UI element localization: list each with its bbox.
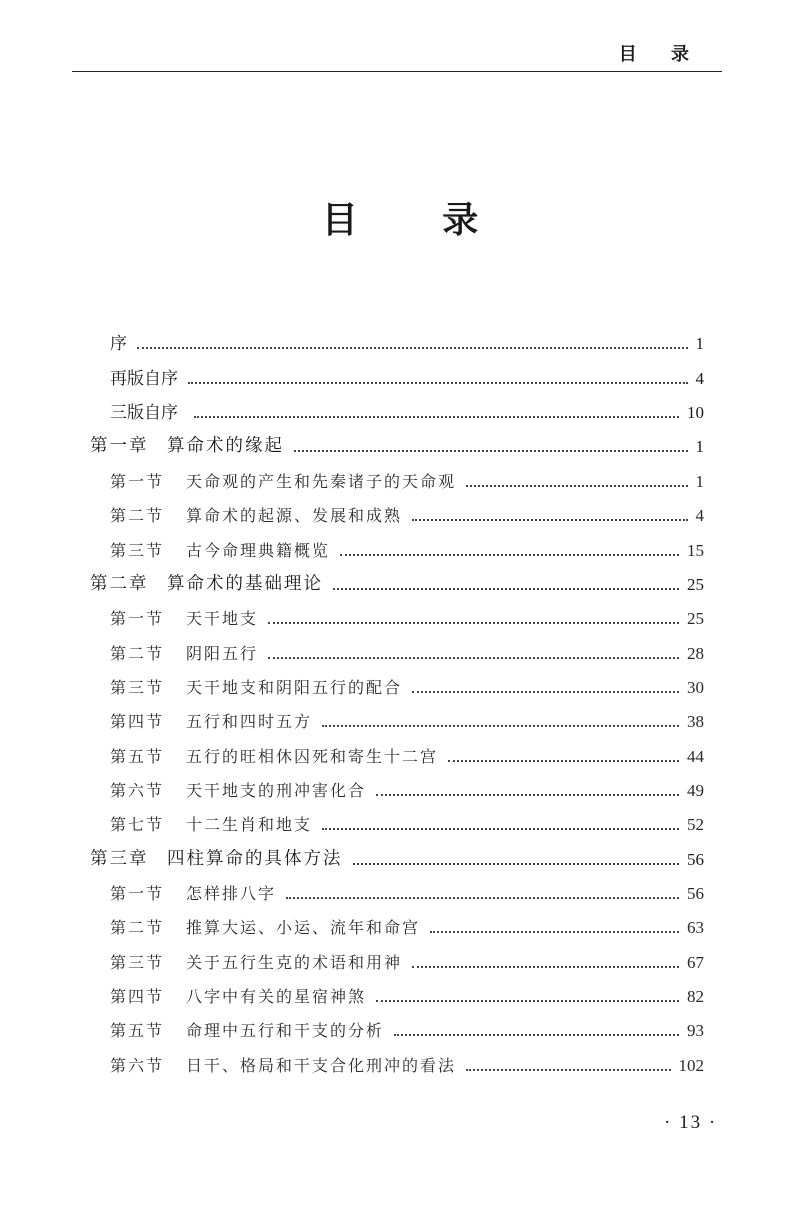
dot-leader: [430, 931, 679, 933]
toc-entry-page: 102: [678, 1056, 704, 1075]
toc-section-1-3[interactable]: [110, 535, 704, 563]
toc-section-3-5[interactable]: [110, 1015, 704, 1043]
toc-section-3-1[interactable]: [110, 878, 704, 906]
toc-section-3-2[interactable]: [110, 912, 704, 940]
section-number: 第一节: [110, 472, 165, 491]
toc-entry-page: 25: [687, 575, 704, 594]
section-number: 第四节: [110, 987, 165, 1006]
section-title: 五行的旺相休囚死和寄生十二宫: [186, 747, 439, 766]
dot-leader: [394, 1034, 679, 1036]
toc-entry-page: 30: [687, 678, 704, 697]
dot-leader: [412, 691, 679, 693]
section-number: 第四节: [110, 712, 165, 731]
section-title: 命理中五行和干支的分析: [186, 1021, 385, 1040]
toc-entry-page: 82: [687, 987, 704, 1006]
toc-chapter-3[interactable]: [90, 844, 704, 872]
chapter-number: 第一章: [90, 436, 149, 456]
dot-leader: [268, 622, 679, 624]
toc-entry-page: 49: [687, 781, 704, 800]
dot-leader: [333, 588, 679, 590]
toc-section-2-7[interactable]: [110, 809, 704, 837]
section-title: 八字中有关的星宿神煞: [186, 987, 367, 1006]
dot-leader: [322, 725, 679, 727]
section-title: 关于五行生克的术语和用神: [186, 953, 403, 972]
section-number: 第一节: [110, 609, 165, 628]
dot-leader: [376, 1000, 679, 1002]
dot-leader: [466, 1069, 670, 1071]
toc-entry-title: 序: [110, 334, 127, 354]
toc-entry-page: 15: [687, 541, 704, 560]
toc-entry-page: 63: [687, 918, 704, 937]
toc-entry-page: 25: [687, 609, 704, 628]
dot-leader: [268, 657, 679, 659]
running-head: 目 录: [618, 44, 703, 65]
toc-entry-second-edition-preface[interactable]: [110, 363, 704, 391]
chapter-title: 算命术的基础理论: [167, 574, 323, 594]
section-number: 第六节: [110, 1056, 165, 1075]
section-number: 第六节: [110, 781, 165, 800]
dot-leader: [322, 828, 679, 830]
section-title: 算命术的起源、发展和成熟: [186, 506, 403, 525]
dot-leader: [137, 347, 688, 349]
section-title: 日干、格局和干支合化刑冲的看法: [186, 1056, 457, 1075]
toc-section-2-1[interactable]: [110, 603, 704, 631]
chapter-title: 四柱算命的具体方法: [167, 849, 343, 869]
toc-entry-page: 28: [687, 644, 704, 663]
section-title: 天干地支和阴阳五行的配合: [186, 678, 403, 697]
dot-leader: [376, 794, 679, 796]
chapter-number: 第三章: [90, 849, 149, 869]
toc-entry-page: 56: [687, 884, 704, 903]
section-title: 怎样排八字: [186, 884, 277, 903]
section-title: 五行和四时五方: [186, 712, 313, 731]
section-number: 第二节: [110, 506, 165, 525]
toc-section-2-5[interactable]: [110, 741, 704, 769]
section-title: 推算大运、小运、流年和命宫: [186, 918, 421, 937]
section-title: 天干地支的刑冲害化合: [186, 781, 367, 800]
dot-leader: [286, 897, 679, 899]
toc-chapter-1[interactable]: [90, 431, 704, 459]
section-title: 古今命理典籍概览: [186, 541, 331, 560]
toc-entry-page: 93: [687, 1021, 704, 1040]
toc-entry-page: 56: [687, 850, 704, 869]
dot-leader: [188, 382, 688, 384]
dot-leader: [194, 416, 679, 418]
dot-leader: [340, 554, 679, 556]
section-number: 第二节: [110, 644, 165, 663]
section-number: 第七节: [110, 815, 165, 834]
toc-entry-page: 67: [687, 953, 704, 972]
section-title: 天命观的产生和先秦诸子的天命观: [186, 472, 457, 491]
toc-section-2-2[interactable]: [110, 638, 704, 666]
toc-section-2-3[interactable]: [110, 672, 704, 700]
section-title: 十二生肖和地支: [186, 815, 313, 834]
toc-entry-page: 1: [695, 334, 704, 353]
toc-entry-page: 38: [687, 712, 704, 731]
toc-entry-page: 1: [695, 437, 704, 456]
section-number: 第三节: [110, 678, 165, 697]
section-number: 第三节: [110, 541, 165, 560]
dot-leader: [294, 450, 688, 452]
dot-leader: [412, 519, 687, 521]
section-number: 第一节: [110, 884, 165, 903]
toc-section-2-4[interactable]: [110, 706, 704, 734]
toc-section-1-2[interactable]: [110, 500, 704, 528]
section-number: 第五节: [110, 1021, 165, 1040]
toc-entry-title: 三版自序: [110, 403, 178, 423]
toc-section-2-6[interactable]: [110, 775, 704, 803]
toc-section-1-1[interactable]: [110, 466, 704, 494]
toc-entry-page: 1: [695, 472, 704, 491]
section-number: 第二节: [110, 918, 165, 937]
toc-entry-title: 再版自序: [110, 369, 178, 389]
page-title: 目 录: [321, 199, 515, 241]
chapter-number: 第二章: [90, 574, 149, 594]
section-number: 第五节: [110, 747, 165, 766]
section-title: 天干地支: [186, 609, 259, 628]
page-number: · 13 ·: [664, 1112, 718, 1133]
dot-leader: [448, 760, 679, 762]
toc-section-3-3[interactable]: [110, 947, 704, 975]
toc-chapter-2[interactable]: [90, 569, 704, 597]
dot-leader: [412, 966, 679, 968]
toc-entry-third-edition-preface[interactable]: [110, 397, 704, 425]
dot-leader: [466, 485, 687, 487]
toc-entry-page: 44: [687, 747, 704, 766]
section-title: 阴阳五行: [186, 644, 259, 663]
toc-entry-page: 4: [695, 506, 704, 525]
toc-entry-page: 4: [695, 369, 704, 388]
chapter-title: 算命术的缘起: [167, 436, 284, 456]
toc-entry-page: 52: [687, 815, 704, 834]
section-number: 第三节: [110, 953, 165, 972]
toc-entry-preface[interactable]: [110, 328, 704, 356]
toc-section-3-4[interactable]: [110, 981, 704, 1009]
dot-leader: [353, 863, 680, 865]
toc-entry-page: 10: [687, 403, 704, 422]
toc-section-3-6[interactable]: [110, 1050, 704, 1078]
